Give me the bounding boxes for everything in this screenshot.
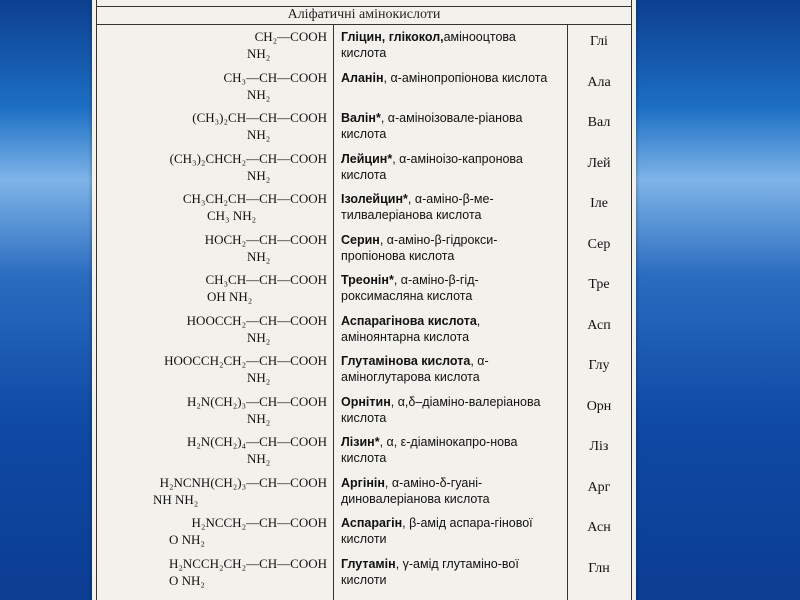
formula-main: H₂NCCH₂CH₂—CH—COOH — [168, 555, 327, 571]
formula-main: H₂NCCH₂—CH—COOH — [191, 515, 327, 530]
amino-acid-abbreviation: Ліз — [589, 439, 609, 454]
formula-substituent: NH₂ — [247, 86, 271, 102]
amino-acid-abbreviation: Іле — [590, 196, 608, 211]
amino-acid-abbreviation: Арг — [587, 479, 611, 495]
structural-formula — [97, 107, 333, 146]
amino-acid-systematic-name: , α-аміно-δ-гуані-диновалеріанова кислота — [341, 475, 490, 506]
formula-substituent: O NH₂ — [169, 572, 205, 588]
table-row — [97, 26, 631, 65]
document-page — [92, 0, 636, 600]
amino-acid-description — [341, 272, 551, 304]
amino-acid-description — [341, 191, 551, 223]
amino-acid-table — [96, 0, 632, 600]
table-row — [97, 553, 631, 592]
amino-acid-description — [341, 515, 551, 547]
amino-acid-abbreviation: Асп — [587, 317, 611, 333]
formula-main: CH₃CH₂CH—CH—COOH — [182, 191, 327, 206]
amino-acid-systematic-name: , β-амід аспара-гінової кислоти — [341, 516, 533, 546]
table-row — [97, 229, 631, 268]
amino-acid-name: Аргінін — [341, 475, 385, 490]
amino-acid-abbreviation: Тре — [588, 277, 610, 292]
amino-acid-name: Глутамінова кислота — [341, 354, 471, 368]
table-row — [97, 107, 631, 146]
structural-formula — [97, 431, 333, 470]
table-row — [97, 391, 631, 430]
amino-acid-name: Серин — [341, 232, 380, 247]
amino-acid-name: Аспарагінова кислота — [341, 313, 477, 328]
amino-acid-systematic-name: , α-аміно-β-ме-тилвалеріанова кислота — [341, 192, 494, 222]
amino-acid-systematic-name: , α-аміно-β-гідрокси-пропіонова кислота — [341, 232, 498, 263]
amino-acid-systematic-name: , аміноянтарна кислота — [341, 313, 481, 344]
formula-substituent: NH₂ — [247, 329, 271, 345]
amino-acid-systematic-name: , α-аміноізовале-ріанова кислота — [341, 111, 523, 141]
formula-substituent: NH₂ — [247, 370, 271, 385]
structural-formula — [97, 512, 333, 551]
amino-acid-abbreviation: Асн — [587, 520, 611, 535]
formula-substituent: NH NH₂ — [153, 491, 199, 507]
amino-acid-name: Треонін* — [341, 273, 394, 287]
amino-acid-systematic-name: аміноoцтова кислота — [341, 30, 516, 60]
amino-acid-description — [341, 475, 551, 507]
formula-main: (CH₃)₂CH—CH—COOH — [192, 110, 327, 125]
amino-acid-systematic-name: , α-амінопропіонова кислота — [383, 70, 548, 85]
amino-acid-abbreviation: Глн — [588, 560, 610, 576]
formula-main: HOOCCH₂—CH—COOH — [186, 312, 327, 328]
table-row — [97, 310, 631, 349]
structural-formula — [97, 472, 333, 511]
amino-acid-description — [341, 70, 551, 86]
formula-main: HOOCCH₂CH₂—CH—COOH — [164, 353, 327, 368]
formula-substituent: NH₂ — [247, 248, 271, 264]
table-row — [97, 350, 631, 389]
amino-acid-description — [341, 29, 551, 61]
structural-formula — [97, 391, 333, 430]
amino-acid-name: Ізолейцин* — [341, 192, 408, 206]
formula-main: CH₃—CH—COOH — [223, 69, 327, 85]
amino-acid-description — [341, 151, 551, 183]
structural-formula — [97, 310, 333, 349]
formula-main: H₂N(CH₂)₃—CH—COOH — [187, 393, 327, 409]
amino-acid-systematic-name: , γ-амід глутаміно-вої кислоти — [341, 556, 519, 587]
amino-acid-name: Гліцин, глікокол, — [341, 30, 444, 44]
amino-acid-abbreviation: Орн — [586, 398, 612, 414]
table-row — [97, 188, 631, 227]
amino-acid-description — [341, 232, 551, 264]
amino-acid-name: Аланін — [341, 70, 384, 85]
table-row — [97, 148, 631, 187]
formula-substituent: NH₂ — [247, 451, 271, 466]
amino-acid-abbreviation: Вал — [587, 115, 611, 130]
formula-main: CH₃CH—CH—COOH — [205, 272, 327, 287]
amino-acid-abbreviation: Глі — [590, 34, 608, 49]
amino-acid-abbreviation: Сер — [587, 236, 611, 252]
table-title: Аліфатичні амінокислоти — [97, 6, 631, 25]
formula-main: H₂N(CH₂)₄—CH—COOH — [187, 434, 327, 449]
table-row — [97, 269, 631, 308]
amino-acid-abbreviation: Ала — [587, 74, 611, 90]
structural-formula — [97, 67, 333, 106]
amino-acid-description — [341, 353, 551, 385]
formula-substituent: NH₂ — [247, 410, 271, 426]
amino-acid-systematic-name: , α,δ–діаміно-валеріанова кислота — [341, 394, 541, 425]
structural-formula — [97, 148, 333, 187]
formula-substituent: CH₃ NH₂ — [207, 208, 257, 223]
amino-acid-systematic-name: , α-аміноізо-капронова кислота — [341, 151, 523, 182]
amino-acid-name: Валін* — [341, 111, 381, 125]
amino-acid-description — [341, 394, 551, 426]
amino-acid-abbreviation: Лей — [587, 155, 611, 171]
amino-acid-name: Глутамін — [341, 556, 396, 571]
formula-substituent: NH₂ — [247, 127, 271, 142]
structural-formula — [97, 350, 333, 389]
amino-acid-name: Лейцин* — [341, 151, 393, 166]
formula-substituent: NH₂ — [247, 167, 271, 183]
amino-acid-description — [341, 110, 551, 142]
amino-acid-systematic-name: , α, ε-діамінокапро-нова кислота — [341, 435, 518, 465]
structural-formula — [97, 553, 333, 592]
formula-main: HOCH₂—CH—COOH — [204, 231, 327, 247]
formula-substituent: O NH₂ — [169, 532, 205, 547]
structural-formula — [97, 188, 333, 227]
amino-acid-name: Лізин* — [341, 435, 380, 449]
formula-main: CH₂—COOH — [254, 29, 327, 44]
table-row — [97, 67, 631, 106]
formula-substituent: NH₂ — [247, 46, 271, 61]
amino-acid-description — [341, 434, 551, 466]
amino-acid-systematic-name: , α-аміно-β-гід-роксимасляна кислота — [341, 273, 479, 303]
amino-acid-name: Орнітин — [341, 394, 391, 409]
formula-substituent: OH NH₂ — [207, 289, 253, 304]
amino-acid-name: Аспарагін — [341, 516, 403, 530]
formula-main: (CH₃)₂CHCH₂—CH—COOH — [169, 150, 327, 166]
formula-main: H₂NCNH(CH₂)₃—CH—COOH — [159, 474, 327, 490]
amino-acid-abbreviation: Глу — [588, 358, 610, 373]
amino-acid-systematic-name: , α-аміноглутарова кислота — [341, 354, 489, 384]
amino-acid-description — [341, 556, 551, 588]
structural-formula — [97, 26, 333, 65]
table-row — [97, 431, 631, 470]
table-row — [97, 472, 631, 511]
structural-formula — [97, 229, 333, 268]
structural-formula — [97, 269, 333, 308]
table-row — [97, 512, 631, 551]
amino-acid-description — [341, 313, 551, 345]
